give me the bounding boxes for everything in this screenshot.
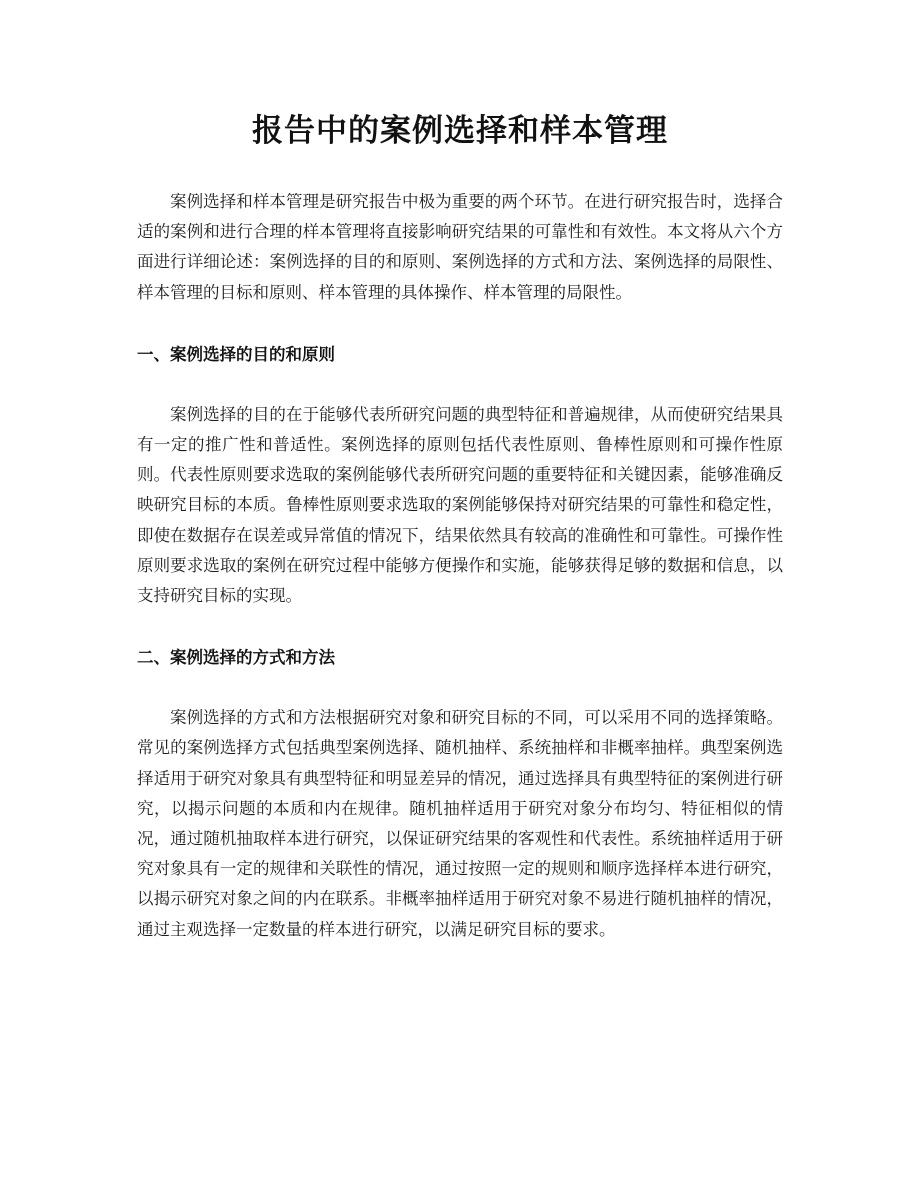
intro-paragraph: 案例选择和样本管理是研究报告中极为重要的两个环节。在进行研究报告时，选择合适的案例和进行合理的样本管理将直接影响研究结果的可靠性和有效性。本文将从六个方面进行详细论述：案例选择的目的和原则、案例选择的方式和方法、案例选择的局限性、样本管理的目标和原则、样本管理的具体操作、样本管理的局限性。 [137,192,783,302]
section-body-1: 案例选择的目的在于能够代表所研究问题的典型特征和普遍规律，从而使研究结果具有一定的推广性和普适性。案例选择的原则包括代表性原则、鲁棒性原则和可操作性原则。代表性原则要求选取的案例能够代表所研究问题的重要特征和关键因素，能够准确反映研究目标的本质。鲁棒性原则要求选取的案例能够保持对研究结果的可靠性和稳定性，即使在数据存在误差或异常值的情况下，结果依然具有较高的准确性和可靠性。可操作性原则要求选取的案例在研究过程中能够方便操作和实施，能够获得足够的数据和信息，以支持研究目标的实现。 [137,404,783,606]
page-title: 报告中的案例选择和样本管理 [252,113,668,149]
section-heading-2: 二、案例选择的方式和方法 [137,648,335,668]
section-heading-1: 一、案例选择的目的和原则 [137,344,335,364]
section-body-2: 案例选择的方式和方法根据研究对象和研究目标的不同，可以采用不同的选择策略。常见的案例选择方式包括典型案例选择、随机抽样、系统抽样和非概率抽样。典型案例选择适用于研究对象具有典型特征和明显差异的情况，通过选择具有典型特征的案例进行研究，以揭示问题的本质和内在规律。随机抽样适用于研究对象分布均匀、特征相似的情况，通过随机抽取样本进行研究，以保证研究结果的客观性和代表性。系统抽样适用于研究对象具有一定的规律和关联性的情况，通过按照一定的规则和顺序选择样本进行研究，以揭示研究对象之间的内在联系。非概率抽样适用于研究对象不易进行随机抽样的情况，通过主观选择一定数量的样本进行研究，以满足研究目标的要求。 [137,708,783,939]
